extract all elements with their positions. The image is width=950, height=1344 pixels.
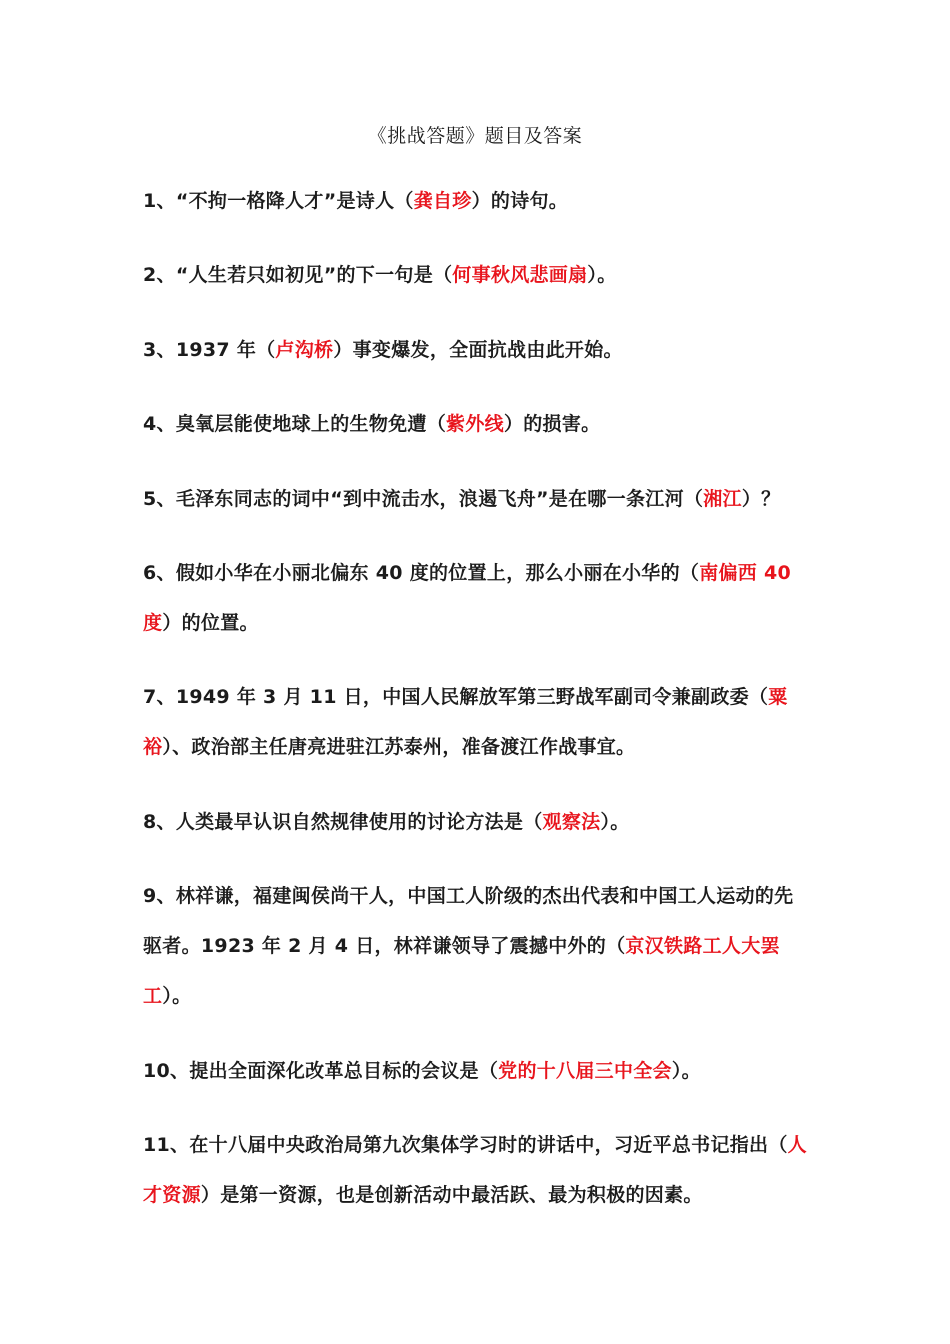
question-text-end: ）、政治部主任唐亮进驻江苏泰州，准备渡江作战事宜。 [162,736,636,758]
question-text: 9、林祥谦，福建闽侯尚干人，中国工人阶级的杰出代表和中国工人运动的先驱者。1923 年 2 月 4 日，林祥谦领导了震撼中外的（ [143,885,794,957]
question-text-end: ）。 [587,264,617,286]
question-text-end: ）？ [741,488,781,510]
question-text-end: ）的位置。 [162,612,259,634]
question-text: 4、臭氧层能使地球上的生物免遭（ [143,413,447,435]
question-text: 8、人类最早认识自然规律使用的讨论方法是（ [143,811,543,833]
answer-text: 粟裕 [143,686,788,758]
question-1 [143,176,807,226]
question-text: 7、1949 年 3 月 11 日，中国人民解放军第三野战军副司令兼副政委（ [143,686,769,708]
question-text: 6、假如小华在小丽北偏东 40 度的位置上，那么小丽在小华的（ [143,562,700,584]
answer-text: 何事秋风悲画扇 [452,264,588,286]
question-8 [143,797,807,847]
question-10 [143,1046,807,1096]
answer-text: 龚自珍 [413,190,472,212]
question-9 [143,871,807,1021]
answer-text: 卢沟桥 [275,339,334,361]
answer-text: 湘江 [703,488,742,510]
answer-text: 人才资源 [143,1134,807,1206]
question-text: 1、“不拘一格降人才”是诗人（ [143,190,414,212]
answer-text: 观察法 [542,811,601,833]
answer-text: 南偏西 40 度 [143,562,792,634]
answer-text: 京汉铁路工人大罢工 [143,935,780,1007]
question-5 [143,474,807,524]
question-4 [143,399,807,449]
question-text-end: ）是第一资源，也是创新活动中最活跃、最为积极的因素。 [200,1184,703,1206]
question-3 [143,325,807,375]
question-text: 11、在十八届中央政治局第九次集体学习时的讲话中，习近平总书记指出（ [143,1134,788,1156]
question-11 [143,1120,807,1220]
question-text-end: ）。 [162,985,192,1007]
question-text-end: ）。 [671,1060,701,1082]
question-text: 2、“人生若只如初见”的下一句是（ [143,264,453,286]
question-6 [143,548,807,648]
answer-text: 党的十八届三中全会 [498,1060,672,1082]
question-text-end: ）。 [600,811,630,833]
question-text: 10、提出全面深化改革总目标的会议是（ [143,1060,499,1082]
question-text-end: ）事变爆发，全面抗战由此开始。 [333,339,623,361]
question-7 [143,672,807,772]
answer-text: 紫外线 [446,413,504,435]
question-text: 5、毛泽东同志的词中“到中流击水，浪遏飞舟”是在哪一条江河（ [143,488,704,510]
document-title: 《挑战答题》题目及答案 [367,125,583,147]
question-text-end: ）的损害。 [503,413,601,435]
question-2 [143,250,807,300]
question-text: 3、1937 年（ [143,339,276,361]
question-text-end: ）的诗句。 [471,190,569,212]
